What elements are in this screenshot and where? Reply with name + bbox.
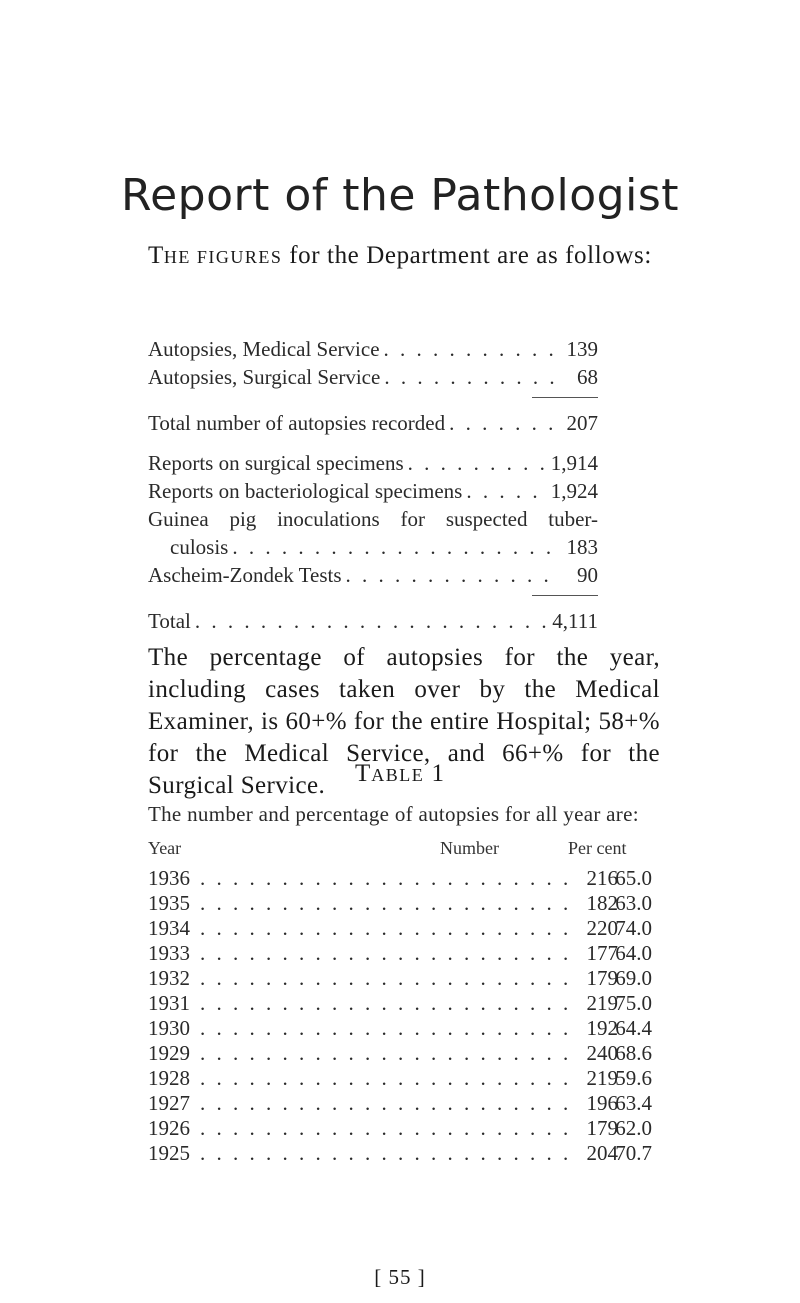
leader-dots: [384, 337, 554, 365]
number-cell: 179: [586, 1116, 618, 1140]
leader-dots: [200, 891, 572, 916]
percent-cell: 64.0: [615, 941, 652, 965]
page-number: [ 55 ]: [374, 1265, 426, 1289]
table-row: [148, 1091, 652, 1116]
leader-dots: [200, 866, 572, 891]
number-cell: 196: [586, 1091, 618, 1115]
table-caption: The number and percentage of autopsies for all year are:: [148, 802, 639, 826]
leader-dots: [200, 916, 572, 941]
column-header-year: Year: [148, 838, 182, 858]
table-heading-lead: T: [354, 760, 372, 787]
leader-dots: [232, 535, 554, 563]
percent-cell: 64.4: [615, 1016, 652, 1040]
intro-line: [148, 242, 652, 270]
number-cell: 177: [586, 941, 618, 965]
stat-value: 1,924: [550, 479, 598, 503]
stat-value: 183: [566, 535, 598, 559]
leader-dots: [200, 1016, 572, 1041]
page-title: Report of the Pathologist: [121, 170, 679, 221]
percent-cell: 59.6: [615, 1066, 652, 1090]
stat-row-guinea-pig: [170, 535, 598, 563]
stat-row-surgical-specimens: [148, 451, 598, 479]
year-cell: 1936: [148, 866, 190, 890]
number-cell: 204: [586, 1141, 618, 1165]
table-row: [148, 1066, 652, 1091]
leader-dots: [466, 479, 546, 507]
table-row: [148, 941, 652, 966]
leader-dots: [200, 1066, 572, 1091]
year-cell: 1933: [148, 941, 190, 965]
number-cell: 192: [586, 1016, 618, 1040]
stat-label: Ascheim-Zondek Tests: [148, 563, 342, 587]
table-heading-number: 1: [424, 760, 446, 787]
stat-label: Total: [148, 609, 191, 633]
percent-cell: 74.0: [615, 916, 652, 940]
year-cell: 1926: [148, 1116, 190, 1140]
table-row: [148, 1141, 652, 1166]
leader-dots: [346, 563, 554, 591]
table-heading-small-caps: ABLE: [371, 765, 425, 785]
percentage-paragraph: The percentage of autopsies for the year, including cases taken over by the Medical Examiner, is 60+% for the entire Hospital; 58+% for the Medical Service, and 66+% for the Surgical Service.: [148, 644, 660, 799]
stat-value: 4,111: [552, 609, 598, 633]
table-row: [148, 991, 652, 1016]
year-cell: 1935: [148, 891, 190, 915]
table-row: [148, 891, 652, 916]
percent-cell: 70.7: [615, 1141, 652, 1165]
leader-dots: [408, 451, 547, 479]
stat-label: Autopsies, Surgical Service: [148, 365, 381, 389]
table-row: [148, 916, 652, 941]
percent-cell: 65.0: [615, 866, 652, 890]
percent-cell: 75.0: [615, 991, 652, 1015]
leader-dots: [200, 1116, 572, 1141]
percent-cell: 63.0: [615, 891, 652, 915]
number-cell: 219: [586, 991, 618, 1015]
number-cell: 220: [586, 916, 618, 940]
stat-value: 1,914: [550, 451, 598, 475]
total-rule: [532, 595, 598, 596]
stat-label: Reports on surgical specimens: [148, 451, 404, 475]
table-heading: [0, 760, 800, 788]
year-cell: 1930: [148, 1016, 190, 1040]
leader-dots: [200, 991, 572, 1016]
stat-row-autopsies-medical: [148, 337, 598, 365]
number-cell: 219: [586, 1066, 618, 1090]
stat-row-total-autopsies: [148, 411, 598, 439]
leader-dots: [449, 411, 554, 439]
stat-value: 90: [577, 563, 598, 587]
percent-cell: 63.4: [615, 1091, 652, 1115]
stat-row-ascheim: [148, 563, 598, 591]
stat-row-bacteriological-specimens: [148, 479, 598, 507]
column-header-percent: Per cent: [568, 838, 627, 858]
table-row: [148, 1116, 652, 1141]
year-cell: 1929: [148, 1041, 190, 1065]
leader-dots: [200, 941, 572, 966]
stat-label: Reports on bacteriological specimens: [148, 479, 463, 503]
leader-dots: [200, 1141, 572, 1166]
stat-row-autopsies-surgical: [148, 365, 598, 393]
percent-cell: 62.0: [615, 1116, 652, 1140]
number-cell: 216: [586, 866, 618, 890]
leader-dots: [384, 365, 554, 393]
column-header-number: Number: [440, 838, 499, 858]
stat-label: Autopsies, Medical Service: [148, 337, 380, 361]
table-row: [148, 866, 652, 891]
table-row: [148, 966, 652, 991]
stat-label: Total number of autopsies recorded: [148, 411, 446, 435]
intro-small-caps: HE FIGURES: [163, 247, 283, 267]
leader-dots: [200, 1041, 572, 1066]
year-cell: 1934: [148, 916, 190, 940]
table-row: [148, 1016, 652, 1041]
year-cell: 1931: [148, 991, 190, 1015]
stat-label: culosis: [170, 535, 229, 559]
year-cell: 1932: [148, 966, 190, 990]
stat-value: 68: [577, 365, 598, 389]
year-cell: 1927: [148, 1091, 190, 1115]
stat-row-total: [148, 609, 598, 637]
stat-value: 207: [566, 411, 598, 435]
percent-cell: 69.0: [615, 966, 652, 990]
percent-cell: 68.6: [615, 1041, 652, 1065]
intro-rest: for the Department are as follows:: [282, 242, 652, 269]
leader-dots: [195, 609, 548, 637]
leader-dots: [200, 1091, 572, 1116]
number-cell: 240: [586, 1041, 618, 1065]
subtotal-rule: [532, 397, 598, 398]
stat-value: 139: [566, 337, 598, 361]
intro-lead: T: [148, 242, 164, 269]
number-cell: 182: [586, 891, 618, 915]
year-cell: 1928: [148, 1066, 190, 1090]
table-row: [148, 1041, 652, 1066]
year-cell: 1925: [148, 1141, 190, 1165]
number-cell: 179: [586, 966, 618, 990]
leader-dots: [200, 966, 572, 991]
guinea-pig-line: Guinea pig inoculations for suspected tuber-: [148, 507, 598, 531]
